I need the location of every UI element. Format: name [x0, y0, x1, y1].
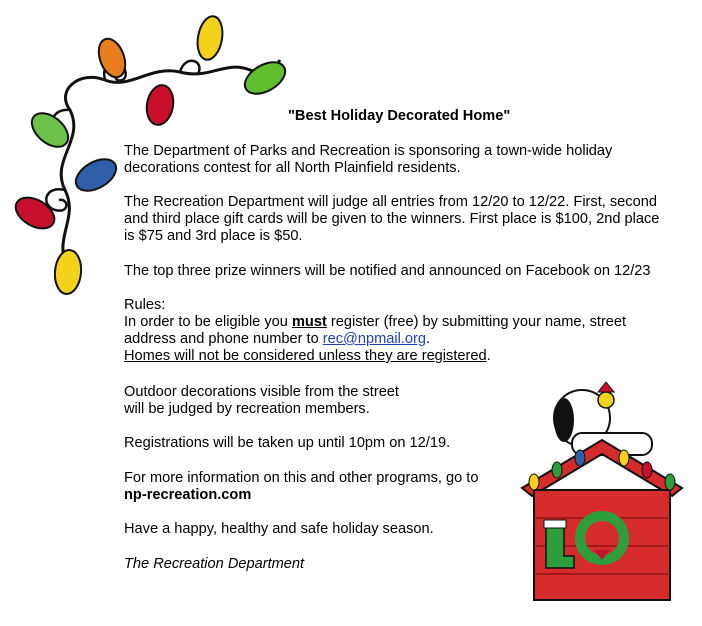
judging-line: is $75 and 3rd place is $50.	[124, 228, 303, 244]
rules-section	[124, 297, 626, 365]
must-emphasis: must	[291, 314, 327, 330]
judging-line: The Recreation Department will judge all entries from 12/20 to 12/22. First, second	[124, 194, 657, 210]
rules-text: register (free) by submitting your name, street	[326, 314, 627, 330]
intro-line: decorations contest for all North Plainfield residents.	[124, 160, 461, 176]
page-title: "Best Holiday Decorated Home"	[288, 108, 511, 124]
rules-heading: Rules:	[124, 297, 166, 313]
intro-paragraph	[124, 143, 612, 177]
more-info-text: For more information on this and other programs, go to	[124, 470, 479, 486]
judging-paragraph	[124, 194, 659, 245]
outdoor-line: will be judged by recreation members.	[124, 401, 370, 417]
rules-text: address and phone number to	[124, 331, 323, 347]
rules-text: In order to be eligible you	[124, 314, 292, 330]
registration-warning: Homes will not be considered unless they are registered	[124, 348, 487, 364]
registration-deadline: Registrations will be taken up until 10pm on 12/19.	[124, 435, 451, 451]
greeting: Have a happy, healthy and safe holiday season.	[124, 521, 434, 537]
outdoor-line: Outdoor decorations visible from the street	[124, 384, 399, 400]
rules-text: .	[486, 348, 491, 364]
email-link[interactable]: rec@npmail.org	[322, 331, 427, 347]
signature: The Recreation Department	[124, 556, 305, 572]
website-link[interactable]: np-recreation.com	[124, 487, 252, 503]
notification-paragraph: The top three prize winners will be notified and announced on Facebook on 12/23	[124, 263, 651, 279]
more-info-paragraph	[124, 470, 478, 504]
intro-line: The Department of Parks and Recreation is sponsoring a town-wide holiday	[124, 143, 613, 159]
outdoor-paragraph	[124, 384, 399, 418]
doghouse-illustration	[512, 378, 692, 606]
judging-line: and third place gift cards will be given to the winners. First place is $100, 2nd place	[124, 211, 660, 227]
rules-text: .	[426, 331, 431, 347]
